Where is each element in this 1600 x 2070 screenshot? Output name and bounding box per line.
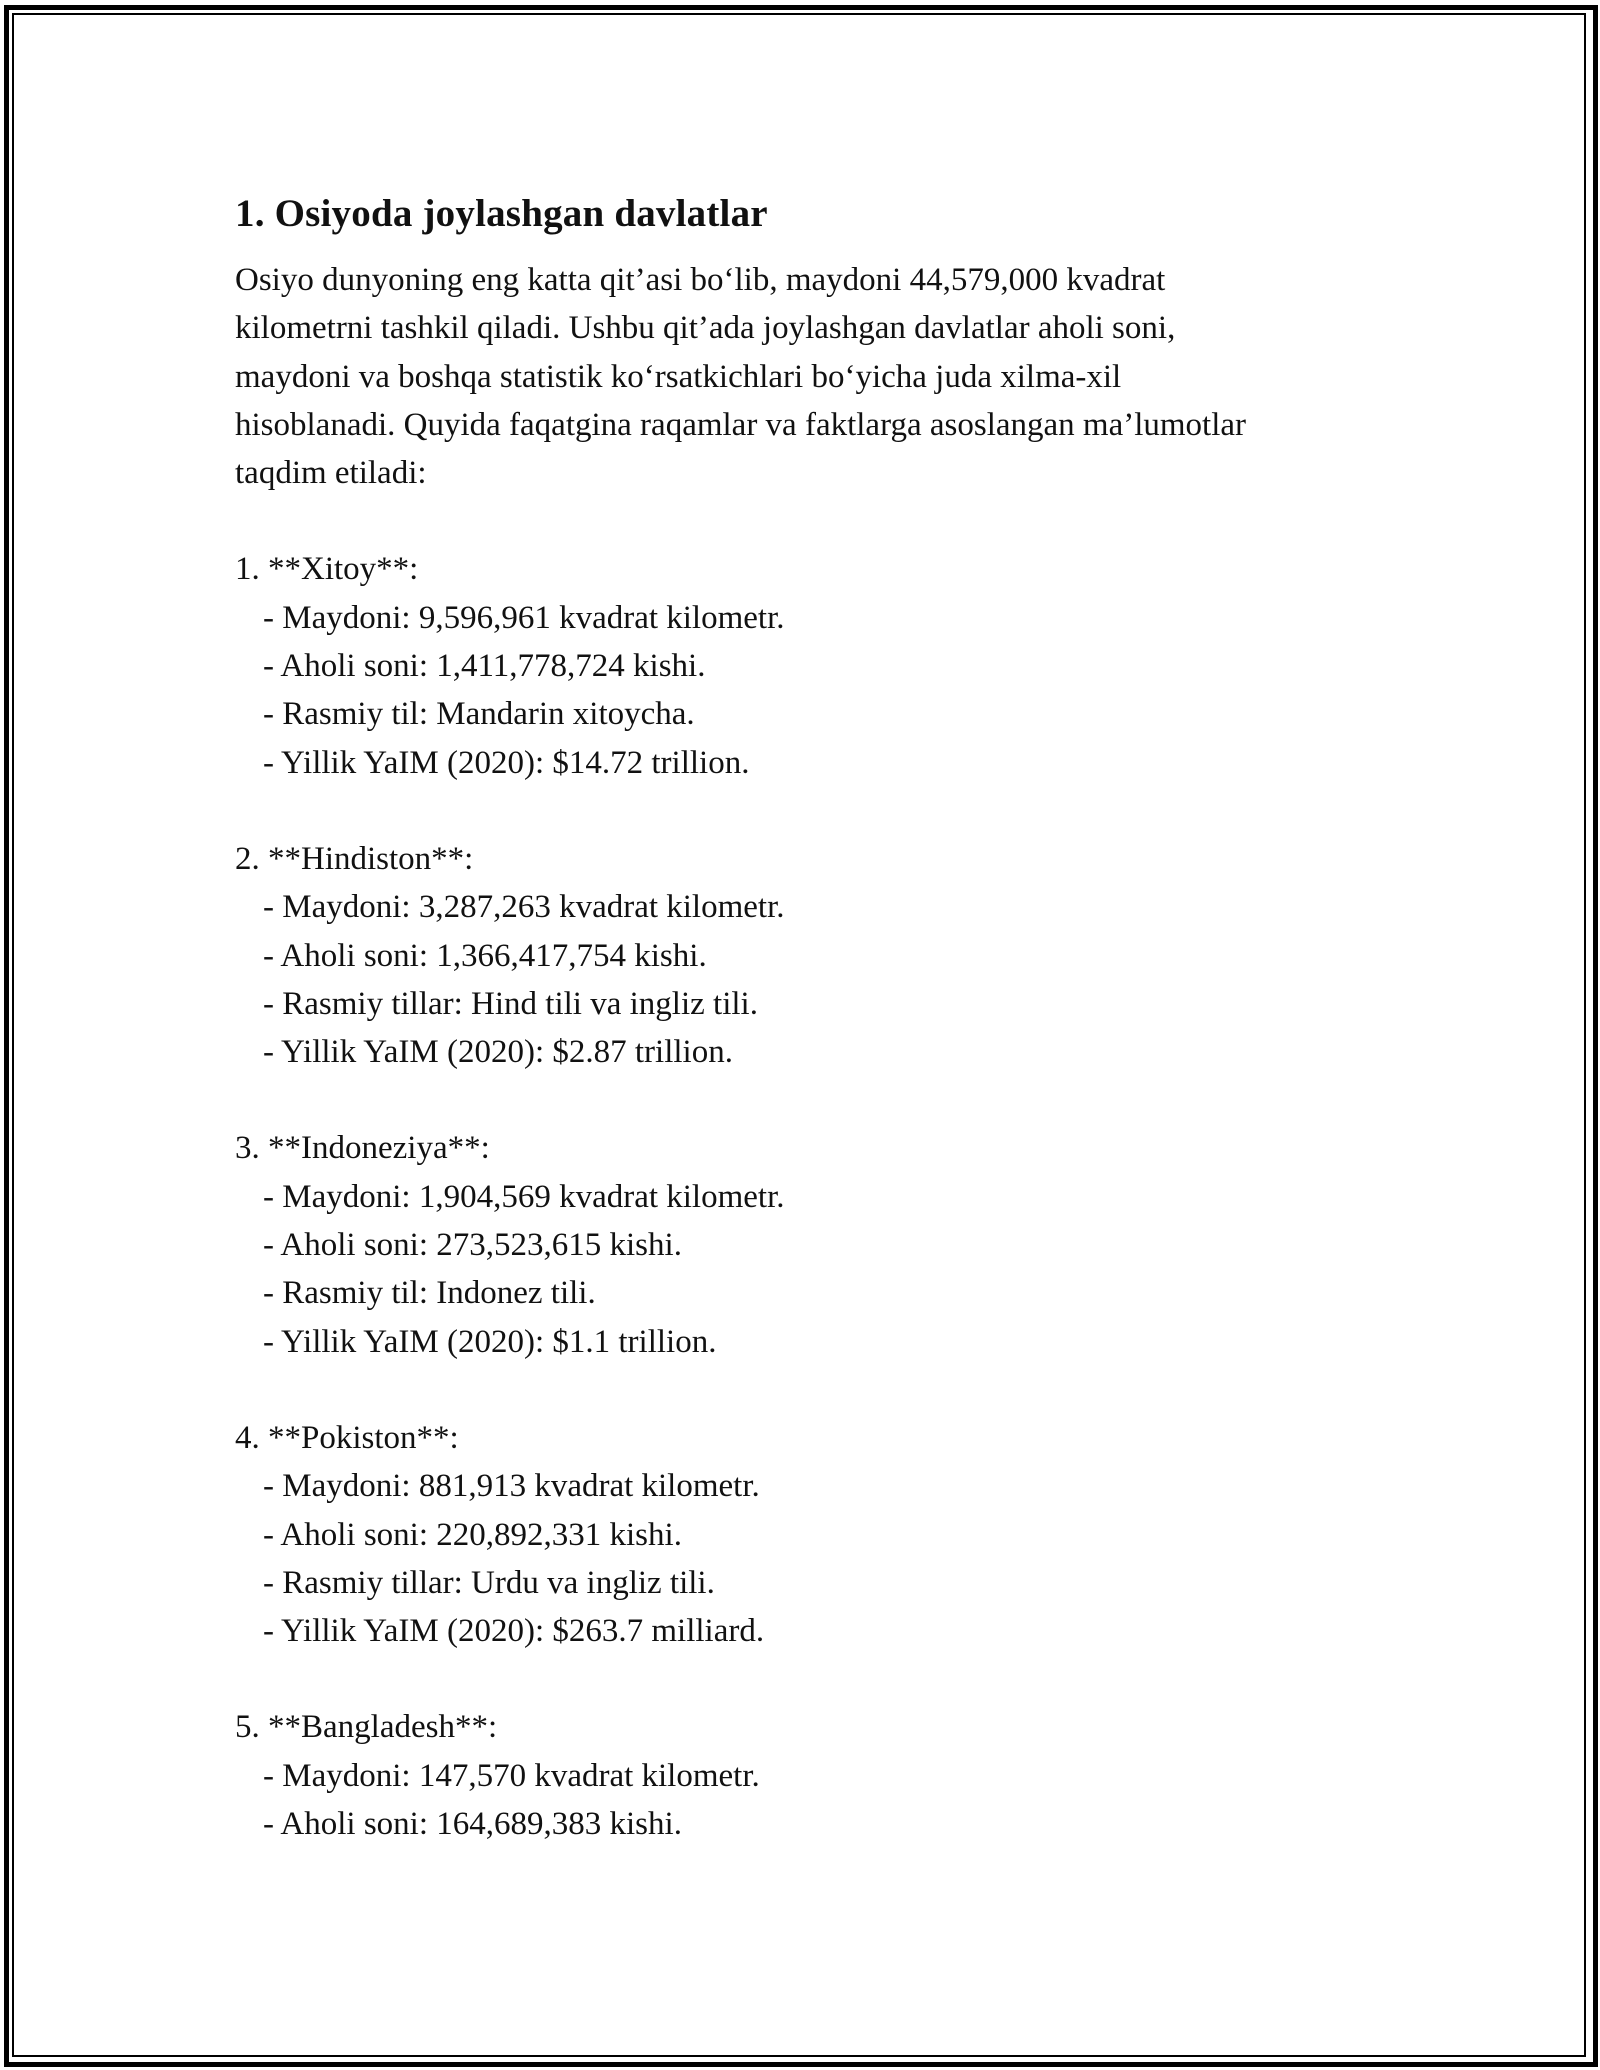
country-fact-language: - Rasmiy til: Mandarin xitoycha. — [263, 696, 695, 733]
country-title: 3. **Indoneziya**: — [235, 1130, 490, 1167]
intro-line: kilometrni tashkil qiladi. Ushbu qit’ada joylashgan davlatlar aholi soni, — [235, 310, 1176, 347]
country-item-indoneziya — [235, 1124, 1375, 1365]
intro-line: Osiyo dunyoning eng katta qit’asi bo‘lib, maydoni 44,579,000 kvadrat — [235, 262, 1166, 298]
country-item-pokiston — [235, 1414, 1375, 1655]
section-heading: 1. Osiyoda joylashgan davlatlar — [235, 192, 768, 235]
country-fact-area: - Maydoni: 1,904,569 kvadrat kilometr. — [263, 1178, 785, 1215]
intro-line: hisoblanadi. Quyida faqatgina raqamlar va faktlarga asoslangan ma’lumotlar — [235, 406, 1247, 443]
country-title: 5. **Bangladesh**: — [235, 1709, 498, 1746]
country-fact-gdp: - Yillik YaIM (2020): $263.7 milliard. — [263, 1613, 765, 1650]
country-item-hindiston — [235, 835, 1375, 1076]
country-fact-area: - Maydoni: 881,913 kvadrat kilometr. — [263, 1468, 760, 1505]
country-title: 2. **Hindiston**: — [235, 840, 474, 877]
country-fact-area: - Maydoni: 9,596,961 kvadrat kilometr. — [263, 599, 785, 636]
country-fact-area: - Maydoni: 3,287,263 kvadrat kilometr. — [263, 889, 785, 926]
country-fact-gdp: - Yillik YaIM (2020): $14.72 trillion. — [263, 744, 750, 781]
country-fact-area: - Maydoni: 147,570 kvadrat kilometr. — [263, 1757, 760, 1794]
country-fact-population: - Aholi soni: 1,366,417,754 kishi. — [263, 937, 707, 974]
country-item-xitoy — [235, 545, 1375, 786]
document-body — [235, 188, 1375, 1848]
country-fact-language: - Rasmiy tillar: Hind tili va ingliz tili. — [263, 985, 758, 1022]
intro-line: taqdim etiladi: — [235, 455, 427, 492]
intro-paragraph — [235, 256, 1375, 497]
country-title: 4. **Pokiston**: — [235, 1419, 459, 1456]
country-fact-gdp: - Yillik YaIM (2020): $2.87 trillion. — [263, 1034, 733, 1071]
country-fact-language: - Rasmiy tillar: Urdu va ingliz tili. — [263, 1564, 715, 1601]
country-fact-population: - Aholi soni: 273,523,615 kishi. — [263, 1227, 682, 1264]
country-item-bangladesh — [235, 1703, 1375, 1848]
country-fact-gdp: - Yillik YaIM (2020): $1.1 trillion. — [263, 1323, 717, 1360]
country-fact-population: - Aholi soni: 1,411,778,724 kishi. — [263, 648, 706, 685]
country-fact-population: - Aholi soni: 220,892,331 kishi. — [263, 1516, 682, 1553]
country-fact-language: - Rasmiy til: Indonez tili. — [263, 1275, 596, 1312]
country-fact-population: - Aholi soni: 164,689,383 kishi. — [263, 1806, 682, 1843]
country-title: 1. **Xitoy**: — [235, 551, 419, 588]
intro-line: maydoni va boshqa statistik ko‘rsatkichlari bo‘yicha juda xilma-xil — [235, 358, 1122, 395]
